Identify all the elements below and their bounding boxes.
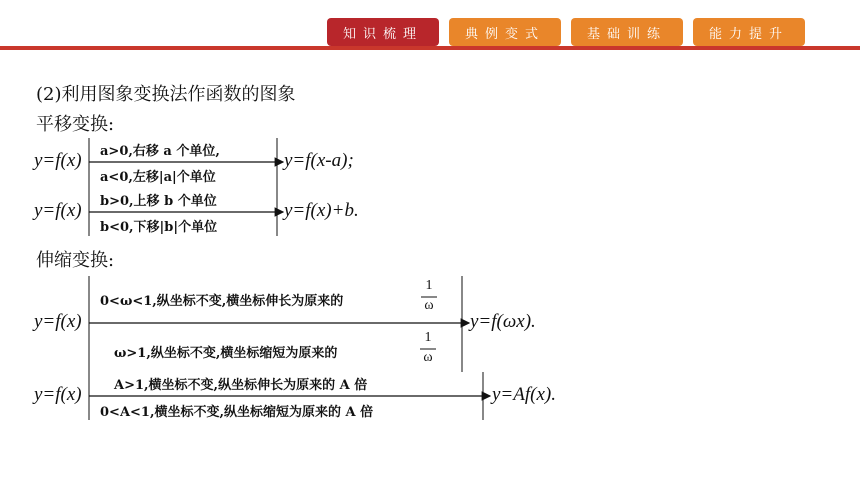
translate-row2-condition-bottom: b<0,下移|b|个单位 xyxy=(100,220,218,235)
translate-row1-condition-top: a>0,右移 a 个单位, xyxy=(100,144,220,159)
scale-row2-result: y=Af(x). xyxy=(492,384,556,405)
scale-row1-frac-bottom-num: 1 xyxy=(424,330,432,345)
translate-row2-source: y=f(x) xyxy=(34,200,82,221)
translate-row2-condition-top: b>0,上移 b 个单位 xyxy=(100,194,217,209)
scale-row2-source: y=f(x) xyxy=(34,384,82,405)
section-heading: (2)利用图象变换法作函数的图象 xyxy=(36,84,296,105)
tab-ability-improvement[interactable]: 能力提升 xyxy=(693,18,805,46)
scale-row1-frac-bottom-den: ω xyxy=(423,350,433,365)
scale-row1-result: y=f(ωx). xyxy=(470,311,536,332)
translation-title: 平移变换: xyxy=(36,114,115,135)
tab-knowledge-review[interactable]: 知识梳理 xyxy=(327,18,439,46)
scaling-title: 伸缩变换: xyxy=(36,250,115,271)
translate-row2-result: y=f(x)+b. xyxy=(284,200,359,221)
scale-row1-condition-bottom: ω>1,纵坐标不变,横坐标缩短为原来的 xyxy=(114,346,338,361)
translate-row1-result: y=f(x-a); xyxy=(284,150,354,171)
scale-row2-condition-top: A>1,横坐标不变,纵坐标伸长为原来的 A 倍 xyxy=(114,378,368,393)
translate-row1-source: y=f(x) xyxy=(34,150,82,171)
translate-row1-condition-bottom: a<0,左移|a|个单位 xyxy=(100,170,216,185)
scale-row2-condition-bottom: 0<A<1,横坐标不变,纵坐标缩短为原来的 A 倍 xyxy=(100,405,374,420)
scale-row1-condition-top: 0<ω<1,纵坐标不变,横坐标伸长为原来的 xyxy=(100,294,344,309)
scale-row1-frac-top-den: ω xyxy=(424,298,434,313)
scale-row1-frac-top-num: 1 xyxy=(425,278,433,293)
tab-basic-training[interactable]: 基础训练 xyxy=(571,18,683,46)
tab-examples[interactable]: 典例变式 xyxy=(449,18,561,46)
scale-row1-source: y=f(x) xyxy=(34,311,82,332)
